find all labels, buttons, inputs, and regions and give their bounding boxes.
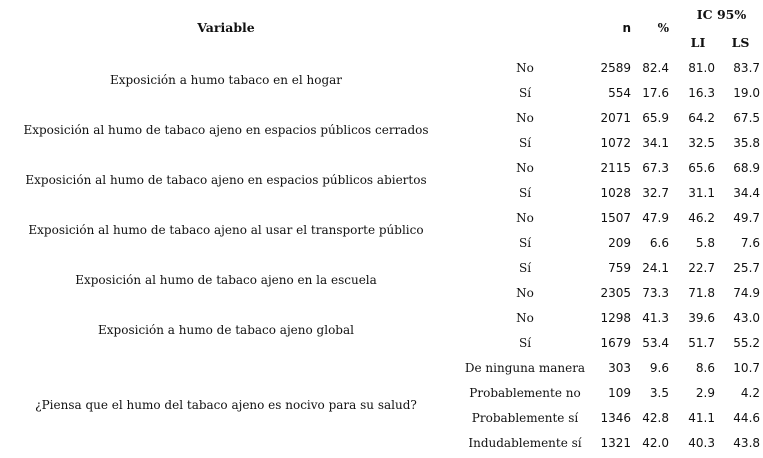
n-cell: 1072 xyxy=(600,135,631,150)
ls-cell: 25.7 xyxy=(733,260,761,275)
table-row xyxy=(0,355,763,380)
li-cell: 41.1 xyxy=(688,410,715,425)
pct-cell: 53.4 xyxy=(642,335,669,350)
pct-cell: 47.9 xyxy=(642,210,669,225)
header-variable: Variable xyxy=(197,20,255,35)
category-cell: Sí xyxy=(518,185,532,200)
pct-cell: 34.1 xyxy=(642,135,669,150)
category-cell: No xyxy=(516,285,534,300)
category-cell: Sí xyxy=(518,85,532,100)
table-row xyxy=(0,205,763,230)
pct-cell: 6.6 xyxy=(649,235,669,250)
li-cell: 2.9 xyxy=(695,385,715,400)
ls-cell: 74.9 xyxy=(733,285,761,300)
li-cell: 32.5 xyxy=(688,135,715,150)
category-cell: No xyxy=(516,60,534,75)
header-ls: LS xyxy=(731,34,750,50)
n-cell: 759 xyxy=(608,260,631,275)
n-cell: 1346 xyxy=(600,410,631,425)
n-cell: 1321 xyxy=(600,435,631,450)
pct-cell: 65.9 xyxy=(642,110,669,125)
ls-cell: 19.0 xyxy=(733,85,761,100)
ls-cell: 10.7 xyxy=(733,360,761,375)
pct-cell: 17.6 xyxy=(642,85,669,100)
ls-cell: 83.7 xyxy=(733,60,761,75)
li-cell: 40.3 xyxy=(688,435,715,450)
variable-cell: Exposición al humo de tabaco ajeno en espacios públicos abiertos xyxy=(25,173,427,187)
li-cell: 22.7 xyxy=(688,260,715,275)
category-cell: De ninguna manera xyxy=(464,360,586,375)
n-cell: 1507 xyxy=(600,210,631,225)
ls-cell: 55.2 xyxy=(733,335,761,350)
category-cell: Sí xyxy=(518,260,532,275)
li-cell: 65.6 xyxy=(688,160,715,175)
pct-cell: 42.8 xyxy=(642,410,669,425)
variable-cell: Exposición al humo de tabaco ajeno en la escuela xyxy=(75,273,377,287)
ls-cell: 43.0 xyxy=(733,310,761,325)
li-cell: 31.1 xyxy=(688,185,715,200)
li-cell: 5.8 xyxy=(695,235,715,250)
n-cell: 2071 xyxy=(600,110,631,125)
ls-cell: 4.2 xyxy=(740,385,761,400)
pct-cell: 24.1 xyxy=(642,260,669,275)
variable-cell: Exposición a humo de tabaco ajeno global xyxy=(98,323,354,337)
li-cell: 51.7 xyxy=(688,335,715,350)
pct-cell: 3.5 xyxy=(649,385,669,400)
table-row xyxy=(0,55,763,80)
table-row xyxy=(0,255,763,280)
header-category xyxy=(452,0,598,55)
n-cell: 1028 xyxy=(600,185,631,200)
category-cell: No xyxy=(516,110,534,125)
table-row xyxy=(0,105,763,130)
category-cell: No xyxy=(516,210,534,225)
n-cell: 554 xyxy=(608,85,631,100)
category-cell: Indudablemente sí xyxy=(468,435,582,450)
variable-cell: Exposición al humo de tabaco ajeno en espacios públicos cerrados xyxy=(23,123,429,137)
header-pct: % xyxy=(657,20,669,35)
n-cell: 1298 xyxy=(600,310,631,325)
li-cell: 8.6 xyxy=(695,360,715,375)
header-n: n xyxy=(622,20,631,35)
pct-cell: 9.6 xyxy=(649,360,669,375)
n-cell: 209 xyxy=(608,235,631,250)
pct-cell: 73.3 xyxy=(642,285,669,300)
variable-cell: ¿Piensa que el humo del tabaco ajeno es nocivo para su salud? xyxy=(35,398,417,412)
table-row xyxy=(0,155,763,180)
category-cell: Sí xyxy=(518,335,532,350)
header-li: LI xyxy=(690,34,706,50)
pct-cell: 82.4 xyxy=(642,60,669,75)
pct-cell: 42.0 xyxy=(642,435,669,450)
category-cell: No xyxy=(516,310,534,325)
n-cell: 303 xyxy=(608,360,631,375)
li-cell: 16.3 xyxy=(688,85,715,100)
variable-cell: Exposición al humo de tabaco ajeno al usar el transporte público xyxy=(28,223,424,237)
category-cell: Sí xyxy=(518,235,532,250)
n-cell: 109 xyxy=(608,385,631,400)
li-cell: 46.2 xyxy=(688,210,715,225)
ls-cell: 35.8 xyxy=(733,135,761,150)
table-body xyxy=(0,55,763,455)
n-cell: 2115 xyxy=(600,160,631,175)
category-cell: Probablemente sí xyxy=(471,410,579,425)
ls-cell: 44.6 xyxy=(733,410,761,425)
ls-cell: 68.9 xyxy=(733,160,761,175)
pct-cell: 67.3 xyxy=(642,160,669,175)
li-cell: 81.0 xyxy=(688,60,715,75)
table-row xyxy=(0,305,763,330)
category-cell: Sí xyxy=(518,135,532,150)
li-cell: 39.6 xyxy=(688,310,715,325)
category-cell: Probablemente no xyxy=(469,385,581,400)
ls-cell: 7.6 xyxy=(740,235,761,250)
li-cell: 71.8 xyxy=(688,285,715,300)
category-cell: No xyxy=(516,160,534,175)
variable-cell: Exposición a humo tabaco en el hogar xyxy=(109,73,343,87)
n-cell: 1679 xyxy=(600,335,631,350)
n-cell: 2589 xyxy=(600,60,631,75)
pct-cell: 41.3 xyxy=(642,310,669,325)
li-cell: 64.2 xyxy=(688,110,715,125)
pct-cell: 32.7 xyxy=(642,185,669,200)
ls-cell: 67.5 xyxy=(733,110,761,125)
ls-cell: 34.4 xyxy=(733,185,761,200)
ls-cell: 43.8 xyxy=(733,435,761,450)
n-cell: 2305 xyxy=(600,285,631,300)
ls-cell: 49.7 xyxy=(733,210,761,225)
header-ci: IC 95% xyxy=(696,7,747,22)
